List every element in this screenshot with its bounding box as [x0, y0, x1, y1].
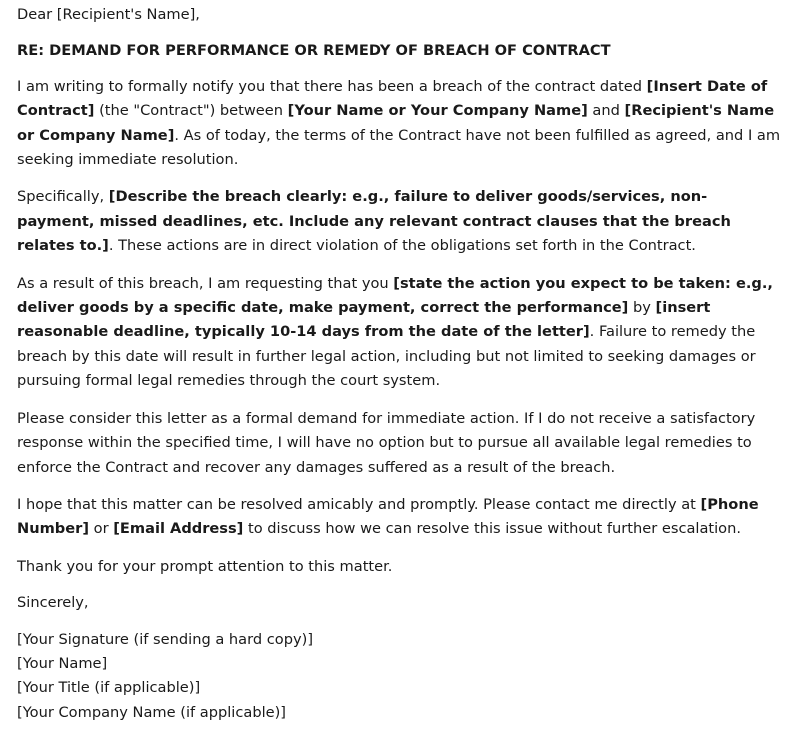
placeholder-breach-description: [Describe the breach clearly: e.g., failure to deliver goods/services, non-payment, missed deadlines, etc. Include any relevant contract clauses that the breach relates to.]	[17, 188, 731, 255]
salutation: Dear [Recipient's Name],	[17, 6, 200, 23]
placeholder-contract-date: [Insert Date of Contract]	[17, 77, 768, 120]
text: to discuss how we can resolve this issue without further escalation.	[243, 520, 742, 538]
text: Specifically,	[17, 188, 109, 206]
text: by	[628, 299, 656, 317]
paragraph-requested-remedy	[17, 272, 782, 394]
paragraph-breach-notice	[17, 75, 782, 173]
placeholder-email-address: [Email Address]	[113, 520, 244, 538]
signature-company: [Your Company Name (if applicable)]	[17, 703, 287, 721]
text: and	[587, 102, 625, 120]
text: . As of today, the terms of the Contract have not been fulfilled as agreed, and I am seeking immediate resolution.	[17, 126, 781, 169]
text: or	[89, 520, 114, 538]
text: I am writing to formally notify you that there has been a breach of the contract dated	[17, 77, 647, 95]
signature-name: [Your Name]	[17, 654, 108, 672]
closing: Sincerely,	[17, 594, 89, 612]
text: As a result of this breach, I am requesting that you	[17, 274, 394, 292]
paragraph-thanks: Thank you for your prompt attention to this matter.	[17, 557, 393, 575]
text: . Failure to remedy the breach by this date will result in further legal action, including but not limited to seeking damages or pursuing formal legal remedies through the court system.	[17, 323, 756, 390]
text: (the "Contract") between	[94, 102, 288, 120]
signature-title: [Your Title (if applicable)]	[17, 679, 201, 697]
placeholder-deadline: [insert reasonable deadline, typically 10-14 days from the date of the letter]	[17, 299, 711, 341]
placeholder-recipient-name: [Recipient's Name or Company Name]	[17, 102, 775, 144]
paragraph-breach-description	[17, 185, 782, 258]
placeholder-sender-name: [Your Name or Your Company Name]	[287, 102, 588, 120]
text: . These actions are in direct violation of the obligations set forth in the Contract.	[108, 237, 696, 255]
placeholder-expected-action: [state the action you expect to be taken: e.g., deliver goods by a specific date, make payment, correct the performance]	[17, 274, 773, 317]
signature-block	[17, 628, 782, 726]
placeholder-phone-number: [Phone Number]	[17, 495, 759, 538]
subject-line: RE: DEMAND FOR PERFORMANCE OR REMEDY OF BREACH OF CONTRACT	[17, 42, 611, 60]
signature-line: [Your Signature (if sending a hard copy)]	[17, 630, 314, 648]
text: I hope that this matter can be resolved amicably and promptly. Please contact me directly at	[17, 495, 701, 513]
paragraph-formal-demand: Please consider this letter as a formal demand for immediate action. If I do not receive a satisfactory response within the specified time, I will have no option but to pursue all available legal remedies to enforce the Contract and recover any damages suffered as a result of the breach.	[17, 409, 756, 476]
paragraph-contact	[17, 493, 782, 542]
